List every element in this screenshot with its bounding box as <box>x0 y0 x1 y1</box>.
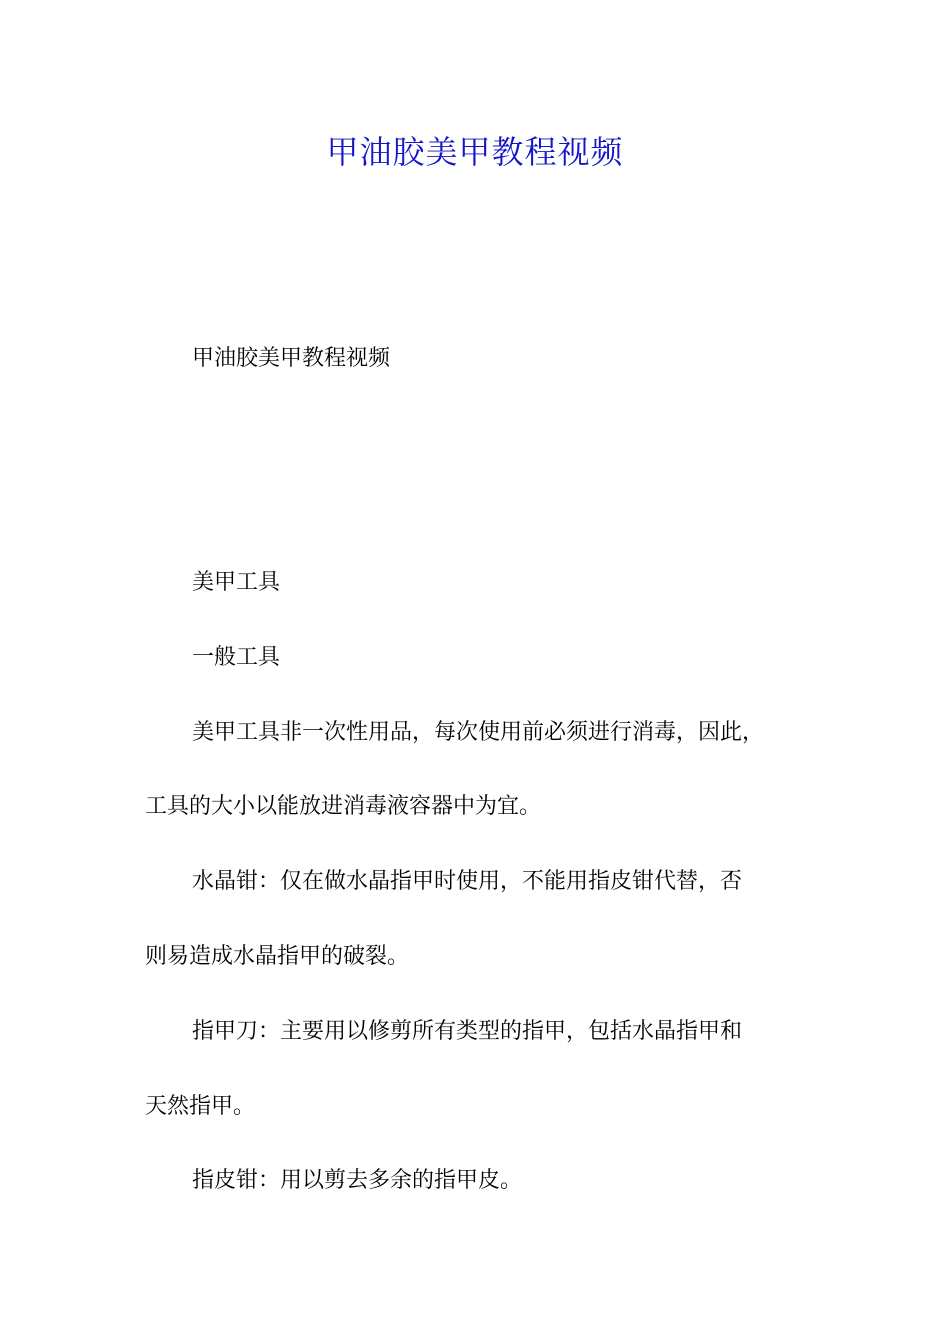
paragraph-2-line-2: 则易造成水晶指甲的破裂。 <box>145 944 410 969</box>
subsection-heading: 一般工具 <box>192 645 281 670</box>
paragraph-3-line-1: 指甲刀：主要用以修剪所有类型的指甲，包括水晶指甲和 <box>192 1019 743 1044</box>
section-heading: 美甲工具 <box>192 570 281 595</box>
page-title: 甲油胶美甲教程视频 <box>326 133 624 171</box>
paragraph-4-line-1: 指皮钳：用以剪去多余的指甲皮。 <box>192 1168 523 1193</box>
paragraph-3-line-2: 天然指甲。 <box>145 1094 256 1119</box>
document-subtitle: 甲油胶美甲教程视频 <box>192 346 391 371</box>
paragraph-1-line-2: 工具的大小以能放进消毒液容器中为宜。 <box>145 794 542 819</box>
paragraph-2-line-1: 水晶钳：仅在做水晶指甲时使用，不能用指皮钳代替，否 <box>192 869 743 894</box>
paragraph-1-line-1: 美甲工具非一次性用品，每次使用前必须进行消毒，因此， <box>192 720 765 745</box>
